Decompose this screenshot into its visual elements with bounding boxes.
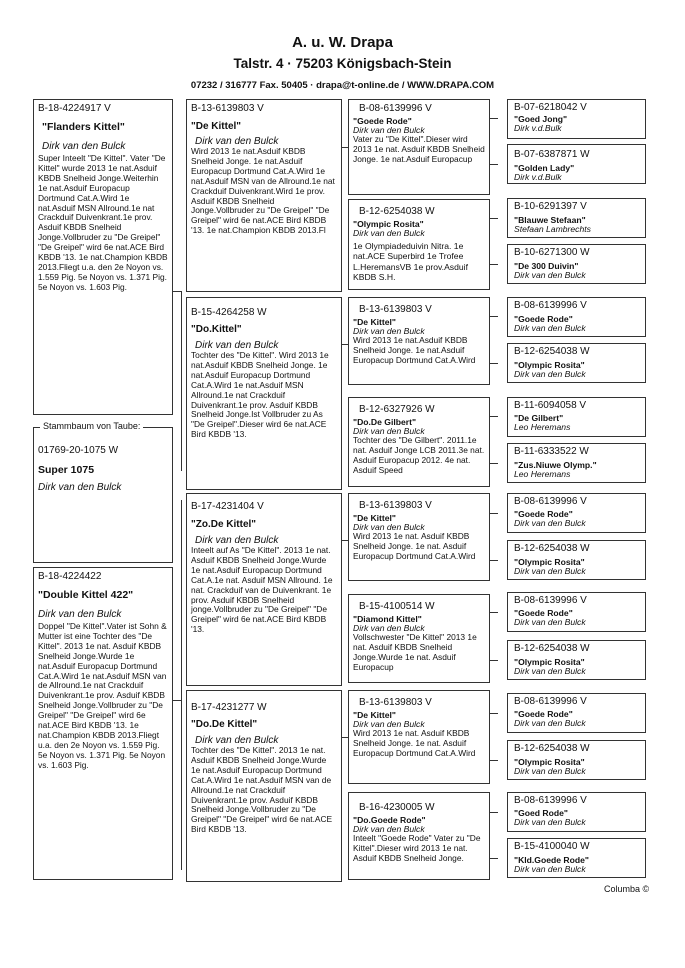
pigeon-description: Tochter des "De Kittel". Wird 2013 1e nat.Asduif KBDB Snelheid Jonge. 1e nat.Asduif Europacup Dortmund Cat.A.Wird 1e nat.Asduif MSN Allround.1e nat Crackduif Duivenkrant.1e prov. Asduif KBDB Snelheid Jonge.Ist Vollbruder zu As "De Greipel".Dieser wird 6e nat.ACE Bird KBDB '13. <box>191 350 329 440</box>
pigeon-name: "De 300 Duivin" <box>514 261 579 271</box>
breeder: Dirk van den Bulck <box>353 125 425 135</box>
pigeon-name: "Goed Jong" <box>514 114 568 124</box>
breeder: Dirk van den Bulck <box>195 340 279 351</box>
pigeon-description: Super Inteelt "De Kittel". Vater "De Kittel" wurde 2013 1e nat.Asduif KBDB Snelheid Jonge.Weiterhin 1e nat.Asduif Europacup Dortmund Cat.A.Wird 1e nat.Asduif MSN Allround.1e nat Crackduif Duivenkrant.1e prov. Asduif KBDB Snelheid Jonge.Vollbruder zu "De Greipel" "De Greipel" wird 6e nat.ACE Bird KBDB '13. 1e nat.Champion KBDB 2013.Fliegt u.a. den 2e Noyon vs. 1.559 Pig. 5e Noyon vs. 1.371 Pig. 5e Noyon vs. 1.603 Pig. <box>38 153 168 292</box>
pigeon-name: "Do.Kittel" <box>191 324 242 335</box>
pigeon-name: "Olympic Rosita" <box>514 657 585 667</box>
pigeon-name: "Zus.Niuwe Olymp." <box>514 460 597 470</box>
breeder-address: Talstr. 4 · 75203 Königsbach-Stein <box>233 56 452 71</box>
pigeon-description: Inteelt auf As "De Kittel". 2013 1e nat. Asduif KBDB Snelheid Jonge.Wurde 1e nat.Asduif Europacup Dortmund Cat.A.1e nat. Asduif MSN Allround. 1e nat. Crackduif van de Duivenkrant. 1e prov. Asduif KBDB Snelheid jonge.Vollbruder zu "De Greipel" "De Greipel" wird 6e nat.ACE Bird KBDB '13. <box>191 545 333 635</box>
pigeon-name: "Olympic Rosita" <box>514 557 585 567</box>
pigeon-description: Vollschwester "De Kittel" 2013 1e nat. Asduif KBDB Snelheid Jonge.Wurde 1e nat. Asduif Europacup <box>353 632 477 672</box>
pigeon-name: "Golden Lady" <box>514 163 575 173</box>
breeder: Dirk van den Bulck <box>195 535 279 546</box>
great-grandparent-card <box>507 244 646 284</box>
great-grandparent-card <box>507 540 646 580</box>
breeder: Dirk v.d.Bulk <box>514 123 562 133</box>
pigeon-description: Doppel "De Kittel".Vater ist Sohn & Mutter ist eine Tochter des "De Kittel". 2013 1e nat. Asduif KBDB Snelheid Jonge.Wurde 1e nat.Asduif Europacup Dortmund Cat.A.Wird 1e nat.Asduif MSN van de Allround.1e nat Crackduif Duivenkrant.1e prov. Asduif KBDB Snelheid Jonge.Vollbruder zu "De Greipel" "De Greipel" wird 6e nat.ACE Bird KBDB '13. 1e nat.Champion KBDB 2013.Fliegt u.a. den 2e Noyon vs. 1.559 Pig. 5e Noyon vs. 1.371 Pig. 5e Noyon vs. 1.603 Pig. <box>38 621 167 770</box>
ring-number: B-08-6139996 V <box>359 103 432 114</box>
great-grandparent-card <box>507 838 646 878</box>
breeder: Stefaan Lambrechts <box>514 224 591 234</box>
breeder: Dirk van den Bulck <box>514 369 586 379</box>
connector-line <box>490 760 498 761</box>
breeder: Dirk van den Bulck <box>514 270 586 280</box>
subject-card <box>33 99 173 415</box>
pigeon-description: Tochter des "De Kittel". 2013 1e nat. Asduif KBDB Snelheid Jonge.Wurde 1e nat.Asduif Europacup Dortmund Cat.A.Wird 1e nat.Asduif MSN van de Allround.1e nat Crackduif Duivenkrant.1e prov. Asduif KBDB Snelheid Jonge.Vollbruder zu "De Greipel" "De Greipel" wird 6e nat.ACE Bird KBDB '13. <box>191 745 333 835</box>
ring-number: B-12-6254038 W <box>514 543 590 554</box>
grandparent-card <box>348 199 490 290</box>
subject2-card <box>33 567 173 880</box>
pigeon-description: Tochter des "De Gilbert". 2011.1e nat. Asduif Jonge LCB 2011.3e nat. Asduif Europacup 2012. 4e nat. Asduif Speed <box>353 435 485 475</box>
grandparent-card <box>348 297 490 385</box>
connector-line <box>490 812 498 813</box>
connector-line <box>490 513 498 514</box>
parent-card <box>186 99 342 292</box>
grandparent-card <box>348 99 490 195</box>
pigeon-name: "Goed Rode" <box>514 808 568 818</box>
connector-line <box>490 660 498 661</box>
parent-card <box>186 690 342 882</box>
pigeon-name: "De Gilbert" <box>514 413 564 423</box>
breeder: Dirk v.d.Bulk <box>514 172 562 182</box>
breeder: Dirk van den Bulck <box>514 766 586 776</box>
great-grandparent-card <box>507 640 646 680</box>
connector-line <box>490 858 498 859</box>
pigeon-name: "Olympic Rosita" <box>353 219 424 229</box>
grandparent-card <box>348 690 490 784</box>
breeder: Dirk van den Bulck <box>514 864 586 874</box>
connector-line <box>181 500 182 870</box>
pigeon-description: 1e Olympiadeduivin Nitra. 1e nat.ACE Superbird 1e Trofee L.HeremansVB 1e prov.Asduif KBDB S.H. <box>353 241 468 282</box>
pigeon-name: "Goede Rode" <box>514 314 573 324</box>
breeder: Dirk van den Bulck <box>353 623 425 633</box>
breeder: Dirk van den Bulck <box>38 609 122 620</box>
pigeon-name: "Flanders Kittel" <box>42 121 125 133</box>
pigeon-name: "Zo.De Kittel" <box>191 519 257 530</box>
breeder: Dirk van den Bulck <box>514 817 586 827</box>
connector-line <box>173 291 181 292</box>
pigeon-name: "Goede Rode" <box>514 509 573 519</box>
ring-number: B-12-6254038 W <box>514 643 590 654</box>
great-grandparent-card <box>507 397 646 437</box>
pigeon-name: "De Kittel" <box>353 513 397 523</box>
connector-line <box>490 612 498 613</box>
ring-number: B-12-6254038 W <box>514 346 590 357</box>
great-grandparent-card <box>507 792 646 832</box>
connector-line <box>490 164 498 165</box>
pigeon-name: "De Kittel" <box>353 710 397 720</box>
pigeon-name: "De Kittel" <box>191 121 242 132</box>
pigeon-name: "Goede Rode" <box>514 709 573 719</box>
ring-number: B-08-6139996 V <box>514 496 587 507</box>
ring-number: B-12-6327926 W <box>359 404 435 415</box>
ring-number: B-11-6094058 V <box>514 400 587 411</box>
breeder: Dirk van den Bulck <box>514 323 586 333</box>
ring-number: B-13-6139803 V <box>359 500 432 511</box>
breeder: Dirk van den Bulck <box>353 719 425 729</box>
great-grandparent-card <box>507 343 646 383</box>
pigeon-description: Wird 2013 1e nat.Asduif KBDB Snelheid Jonge. 1e nat.Asduif Europacup Dortmund Cat.A.Wird 1e nat.Asduif MSN van de Allround.1e nat Crackduif Duivenkrant.Wird 1e prov. Asduif KBDB Snelheid Jonge.Vollbruder zu "De Greipel" "De Greipel" wird 6e nat.ACE Bird KBDB '13. 1e nat.Champion KBDB 2013.Fl <box>191 146 335 236</box>
breeder-contact: 07232 / 316777 Fax. 50405 · drapa@t-online.de / WWW.DRAPA.COM <box>190 80 495 91</box>
pigeon-name: "Olympic Rosita" <box>514 360 585 370</box>
ring-number: B-12-6254038 W <box>514 743 590 754</box>
breeder: Dirk van den Bulck <box>514 617 586 627</box>
breeder: Dirk van den Bulck <box>514 566 586 576</box>
pigeon-name: "Diamond Kittel" <box>353 614 422 624</box>
pigeon-description: Wird 2013 1e nat.Asduif KBDB Snelheid Jonge. 1e nat.Asduif Europacup Dortmund Cat.A.Wird <box>353 335 476 365</box>
ring-number: B-17-4231277 W <box>191 702 267 713</box>
breeder: Dirk van den Bulck <box>514 718 586 728</box>
ring-number: B-08-6139996 V <box>514 696 587 707</box>
ring-number: B-13-6139803 V <box>359 304 432 315</box>
pigeon-name: "Do.De Kittel" <box>191 719 258 730</box>
pigeon-description: Vater zu "De Kittel".Dieser wird 2013 1e nat. Asduif KBDB Snelheid Jonge. 1e nat.Asduif Europacup <box>353 134 485 164</box>
connector-line <box>490 416 498 417</box>
great-grandparent-card <box>507 297 646 337</box>
breeder: Dirk van den Bulck <box>353 522 425 532</box>
ring-number: 01769-20-1075 W <box>38 445 119 456</box>
ring-number: B-15-4100040 W <box>514 841 590 852</box>
parent-card <box>186 297 342 490</box>
ring-number: B-16-4230005 W <box>359 802 435 813</box>
breeder: Dirk van den Bulck <box>353 326 425 336</box>
connector-line <box>490 713 498 714</box>
ring-number: B-11-6333522 W <box>514 446 589 457</box>
great-grandparent-card <box>507 592 646 632</box>
connector-line <box>173 700 181 701</box>
origin-label: Stammbaum von Taube: <box>40 421 143 431</box>
breeder: Dirk van den Bulck <box>353 824 425 834</box>
connector-line <box>490 316 498 317</box>
pigeon-description: Wird 2013 1e nat. Asduif KBDB Snelheid Jonge. 1e nat. Asduif Europacup Dortmund Cat.A.Wird <box>353 531 476 561</box>
pigeon-name: "Kld.Goede Rode" <box>514 855 589 865</box>
pigeon-name: "Double Kittel 422" <box>38 589 134 601</box>
great-grandparent-card <box>507 144 646 184</box>
breeder: Dirk van den Bulck <box>195 735 279 746</box>
breeder: Dirk van den Bulck <box>353 228 425 238</box>
pigeon-name: "Goede Rode" <box>514 608 573 618</box>
connector-line <box>490 264 498 265</box>
ring-number: B-18-4224917 V <box>38 103 111 114</box>
grandparent-card <box>348 397 490 487</box>
origin-card <box>33 427 173 563</box>
connector-line <box>490 560 498 561</box>
breeder: Dirk van den Bulck <box>353 426 425 436</box>
breeder: Dirk van den Bulck <box>38 482 122 493</box>
breeder: Dirk van den Bulck <box>514 666 586 676</box>
ring-number: B-18-4224422 <box>38 571 102 582</box>
connector-line <box>490 218 498 219</box>
connector-line <box>490 363 498 364</box>
ring-number: B-08-6139996 V <box>514 300 587 311</box>
ring-number: B-17-4231404 V <box>191 501 264 512</box>
pigeon-name: "Goede Rode" <box>353 116 412 126</box>
grandparent-card <box>348 493 490 581</box>
connector-line <box>490 463 498 464</box>
pigeon-name: "De Kittel" <box>353 317 397 327</box>
pigeon-description: Inteelt "Goede Rode" Vater zu "De Kittel".Dieser wird 2013 1e nat. Asduif KBDB Snelheid Jonge. <box>353 833 481 863</box>
ring-number: B-15-4264258 W <box>191 307 267 318</box>
footer-credit: Columba © <box>604 884 650 894</box>
breeder: Dirk van den Bulck <box>42 141 126 152</box>
great-grandparent-card <box>507 493 646 533</box>
breeder: Leo Heremans <box>514 422 571 432</box>
ring-number: B-07-6387871 W <box>514 149 590 160</box>
ring-number: B-13-6139803 V <box>191 103 264 114</box>
great-grandparent-card <box>507 99 646 139</box>
pigeon-name: "Do.Goede Rode" <box>353 815 426 825</box>
great-grandparent-card <box>507 740 646 780</box>
ring-number: B-08-6139996 V <box>514 795 587 806</box>
connector-line <box>490 118 498 119</box>
great-grandparent-card <box>507 443 646 483</box>
pigeon-description: Wird 2013 1e nat. Asduif KBDB Snelheid Jonge. 1e nat. Asduif Europacup Dortmund Cat.A.Wird <box>353 728 476 758</box>
breeder: Dirk van den Bulck <box>195 136 279 147</box>
connector-line <box>181 291 182 471</box>
breeder-name: A. u. W. Drapa <box>292 34 393 51</box>
great-grandparent-card <box>507 198 646 238</box>
ring-number: B-13-6139803 V <box>359 697 432 708</box>
parent-card <box>186 493 342 686</box>
ring-number: B-10-6291397 V <box>514 201 587 212</box>
pigeon-name: "Do.De Gilbert" <box>353 417 417 427</box>
pigeon-name: "Blauwe Stefaan" <box>514 215 586 225</box>
pigeon-name: "Olympic Rosita" <box>514 757 585 767</box>
breeder: Leo Heremans <box>514 469 571 479</box>
ring-number: B-15-4100514 W <box>359 601 435 612</box>
ring-number: B-08-6139996 V <box>514 595 587 606</box>
ring-number: B-10-6271300 W <box>514 247 590 258</box>
great-grandparent-card <box>507 693 646 733</box>
ring-number: B-12-6254038 W <box>359 206 435 217</box>
ring-number: B-07-6218042 V <box>514 102 587 113</box>
grandparent-card <box>348 792 490 880</box>
pigeon-name: Super 1075 <box>38 464 95 476</box>
breeder: Dirk van den Bulck <box>514 518 586 528</box>
grandparent-card <box>348 594 490 683</box>
